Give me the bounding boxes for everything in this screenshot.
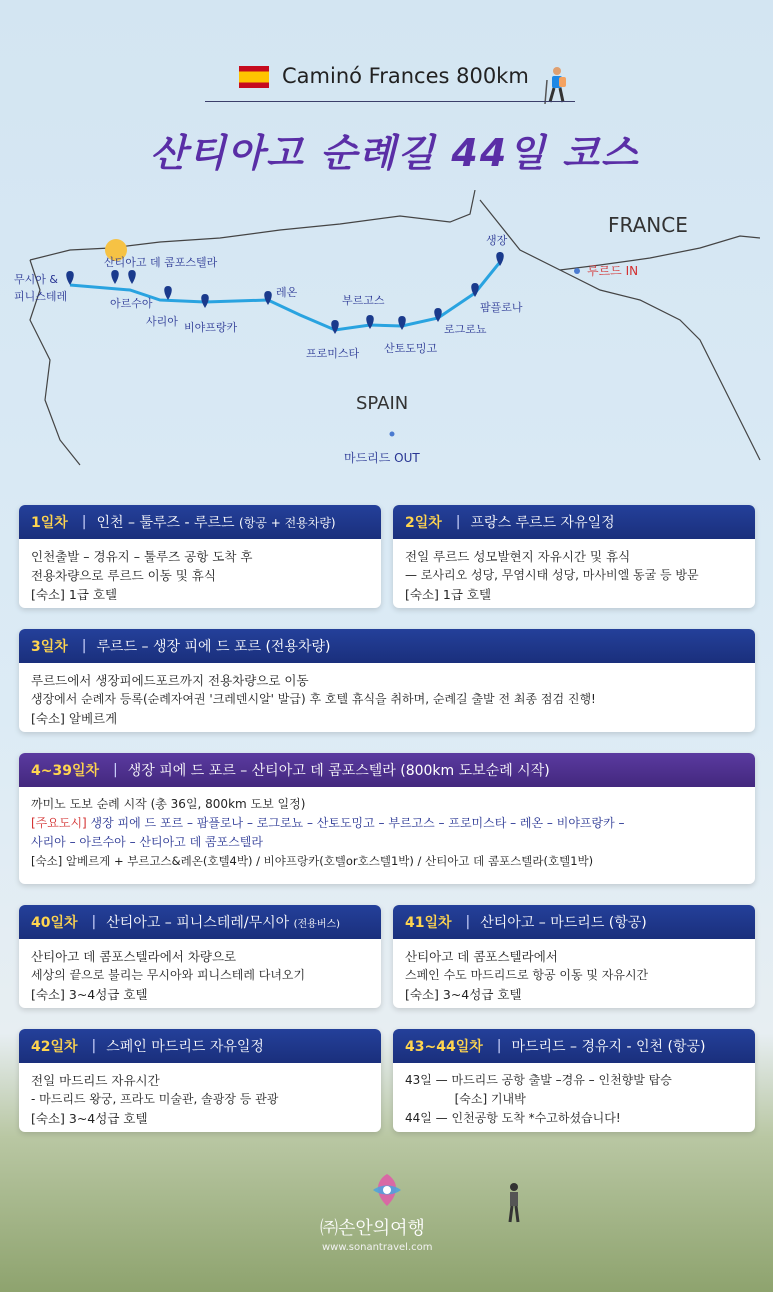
card-day-42 xyxy=(19,1029,381,1132)
card-day-4-39 xyxy=(19,753,755,884)
label-santiago: 산티아고 데 콤포스텔라 xyxy=(104,256,218,269)
page-title: 산티아고 순례길 44일 코스 xyxy=(150,131,640,175)
pin-santiago xyxy=(111,270,119,284)
detail-line: 인천출발 – 경유지 – 툴루즈 공항 도착 후 xyxy=(31,549,253,564)
company-url: www.sonantravel.com xyxy=(322,1242,433,1253)
detail-line: — 로사리오 성당, 무염시태 성당, 마사비엘 동굴 등 방문 xyxy=(405,568,699,582)
route-map xyxy=(0,190,773,470)
label-leon: 레온 xyxy=(276,286,298,299)
main-cities-cont: 사리아 – 아르수아 – 산티아고 데 콤포스텔라 xyxy=(31,835,263,849)
detail-line: [숙소] 3~4성급 호텔 xyxy=(405,987,522,1002)
walker-icon xyxy=(505,1182,523,1224)
day-label: 4~39일차 xyxy=(31,763,100,779)
lourdes-dot xyxy=(574,268,580,274)
card-head: 42일차 | 스페인 마드리드 자유일정 xyxy=(19,1029,381,1063)
detail-line: - 마드리드 왕궁, 프라도 미술관, 솔광장 등 관광 xyxy=(31,1092,279,1106)
detail-line: 44일 — 인천공항 도착 *수고하셨습니다! xyxy=(405,1111,621,1125)
label-spain: SPAIN xyxy=(356,393,409,414)
card-day-43-44 xyxy=(393,1029,755,1132)
detail-line: 43일 — 마드리드 공항 출발 –경유 – 인천향발 탑승 xyxy=(405,1073,672,1087)
label-santo-domingo: 산토도밍고 xyxy=(384,342,438,355)
camino-subtitle: Caminó Frances 800km xyxy=(282,64,529,88)
detail-line: 세상의 끝으로 불리는 무시아와 피니스테레 다녀오기 xyxy=(31,968,306,982)
card-day-41 xyxy=(393,905,755,1008)
detail-line: 전일 루르드 성모발현지 자유시간 및 휴식 xyxy=(405,549,631,564)
label-madrid-out: 마드리드 OUT xyxy=(344,451,420,465)
card-head: 43~44일차 | 마드리드 – 경유지 - 인천 (항공) xyxy=(393,1029,755,1063)
label-fromista: 프로미스타 xyxy=(306,347,360,360)
pin-villafranca xyxy=(201,294,209,308)
header-divider xyxy=(205,101,575,102)
day-label: 3일차 xyxy=(31,639,68,655)
label-burgos: 부르고스 xyxy=(342,294,385,307)
route-label: 산티아고 – 마드리드 (항공) xyxy=(480,915,647,931)
detail-line: 전일 마드리드 자유시간 xyxy=(31,1073,160,1088)
detail-line: 루르드에서 생장피에드포르까지 전용차량으로 이동 xyxy=(31,673,309,688)
detail-line: 전용차량으로 루르드 이동 및 휴식 xyxy=(31,568,216,583)
route-label: 마드리드 – 경유지 - 인천 (항공) xyxy=(511,1039,706,1055)
detail-line: [숙소] 알베르게 + 부르고스&레온(호텔4박) / 비야프랑카(호텔or호스텔1박) / 산티아고 데 콤포스텔라(호텔1박) xyxy=(31,854,594,868)
day-label: 2일차 xyxy=(405,515,442,531)
transport-note: (전용버스) xyxy=(293,918,341,930)
day-label: 1일차 xyxy=(31,515,68,531)
pin-arzua xyxy=(128,270,136,284)
pin-sarria xyxy=(164,286,172,300)
spain-flag-icon xyxy=(239,66,269,88)
card-day-1 xyxy=(19,505,381,608)
pin-muxia xyxy=(66,271,74,285)
route-label: 프랑스 루르드 자유일정 xyxy=(470,515,615,531)
day-label: 42일차 xyxy=(31,1039,78,1055)
card-head: 40일차 | 산티아고 – 피니스테레/무시아 (전용버스) xyxy=(19,905,381,939)
card-head: 4~39일차 | 생장 피에 드 포르 – 산티아고 데 콤포스텔라 (800km 도보순례 시작) xyxy=(19,753,755,787)
label-france: FRANCE xyxy=(608,213,688,237)
pin-santo-domingo xyxy=(398,316,406,330)
pin-leon xyxy=(264,291,272,305)
card-head: 41일차 | 산티아고 – 마드리드 (항공) xyxy=(393,905,755,939)
route-label: 스페인 마드리드 자유일정 xyxy=(106,1039,264,1055)
route-label: 루르드 – 생장 피에 드 포르 (전용차량) xyxy=(96,639,331,655)
card-day-40 xyxy=(19,905,381,1008)
madrid-dot xyxy=(390,432,395,437)
route-label: 생장 피에 드 포르 – 산티아고 데 콤포스텔라 (800km 도보순례 시작) xyxy=(127,763,550,779)
detail-line: [숙소] 1급 호텔 xyxy=(31,587,118,602)
detail-line: 산티아고 데 콤포스텔라에서 xyxy=(405,949,558,964)
label-muxia: 무시아 & xyxy=(14,273,58,286)
pin-fromista xyxy=(331,320,339,334)
detail-line: 산티아고 데 콤포스텔라에서 차량으로 xyxy=(31,949,237,964)
card-day-2 xyxy=(393,505,755,608)
detail-line: 생장에서 순례자 등록(순례자여권 '크레덴시알' 발급) 후 호텔 휴식을 취하며, 순례길 출발 전 최종 점검 진행! xyxy=(31,692,596,706)
label-arzua: 아르수아 xyxy=(110,297,153,310)
label-sarria: 사리아 xyxy=(146,315,178,328)
detail-line: 스페인 수도 마드리드로 항공 이동 및 자유시간 xyxy=(405,968,649,982)
hiker-icon xyxy=(541,66,571,106)
detail-line: [숙소] 3~4성급 호텔 xyxy=(31,987,148,1002)
label-pamplona: 팜플로나 xyxy=(480,301,523,314)
main-cities-line xyxy=(31,814,743,833)
detail-line: [숙소] 기내박 xyxy=(405,1092,526,1106)
label-saint-jean: 생장 xyxy=(486,234,508,247)
company-name: ㈜손안의여행 xyxy=(320,1218,425,1239)
company-logo-icon xyxy=(367,1170,407,1210)
detail-line: [숙소] 1급 호텔 xyxy=(405,587,492,602)
main-cities-label: [주요도시] xyxy=(31,816,87,830)
day-label: 41일차 xyxy=(405,915,452,931)
card-day-3 xyxy=(19,629,755,732)
detail-line: [숙소] 3~4성급 호텔 xyxy=(31,1111,148,1126)
route-label: 인천 – 툴루즈 - 루르드 xyxy=(96,515,235,531)
label-finisterre: 피니스테레 xyxy=(14,290,68,303)
card-head: 1일차 | 인천 – 툴루즈 - 루르드 (항공 + 전용차량) xyxy=(19,505,381,539)
label-logrono: 로그로뇨 xyxy=(444,323,487,336)
card-head: 2일차 | 프랑스 루르드 자유일정 xyxy=(393,505,755,539)
detail-line: [숙소] 알베르게 xyxy=(31,711,118,726)
pin-burgos xyxy=(366,315,374,329)
card-head: 3일차 | 루르드 – 생장 피에 드 포르 (전용차량) xyxy=(19,629,755,663)
route-label: 산티아고 – 피니스테레/무시아 xyxy=(106,915,290,931)
transport-note: (항공 + 전용차량) xyxy=(239,515,336,530)
label-lourdes-in: 루르드 IN xyxy=(587,264,639,278)
day-label: 43~44일차 xyxy=(405,1039,483,1055)
main-cities: 생장 피에 드 포르 – 팜플로나 – 로그로뇨 – 산토도밍고 – 부르고스 – 프로미스타 – 레온 – 비야프랑카 – xyxy=(86,816,625,830)
day-label: 40일차 xyxy=(31,915,78,931)
detail-line: 까미노 도보 순례 시작 (총 36일, 800km 도보 일정) xyxy=(31,797,306,811)
label-villafranca: 비야프랑카 xyxy=(184,321,238,334)
